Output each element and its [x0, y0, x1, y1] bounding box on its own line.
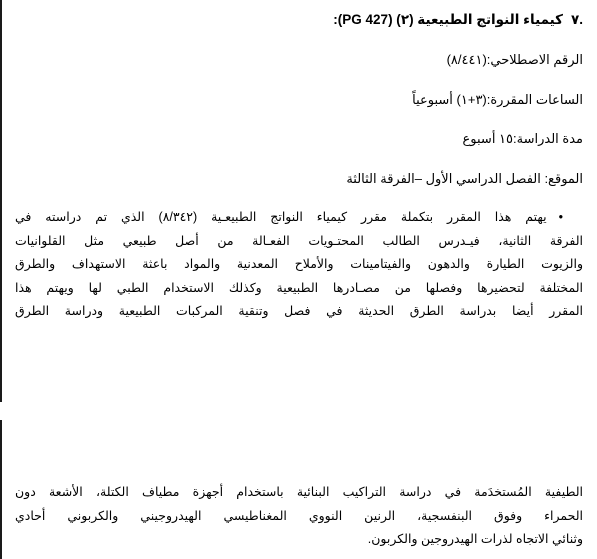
page-gap [0, 402, 597, 420]
paragraph-line: المختلفة لتحضيرها وفصلها من مصـادرها الطبيعية وكذلك الاستخدام الطبي لها ويهتم هذا [15, 280, 583, 295]
paragraph-line: والزيوت الطيارة والدهون والفيتامينات والأملاح المعدنية والمواد باعثة الاستهداف والطرق [15, 257, 583, 271]
section-title: كيمياء النواتج الطبيعية (٢) (PG 427): [333, 12, 563, 27]
course-location: الموقع: الفصل الدراسي الأول –الفرقة الثالثة [346, 171, 583, 186]
course-duration: مدة الدراسة:١٥ أسبوع [462, 131, 583, 146]
paragraph-line-text: يهتم هذا المقرر بتكملة مقرر كيمياء النواتج الطبيعـية (٨/٣٤٢) الذي تم دراسته في [15, 210, 547, 224]
course-description-bottom [15, 481, 583, 552]
course-description-top [15, 206, 583, 324]
paragraph-line: الحمراء وفوق البنفسجية، الرنين النووي المغناطيسي الهيدروجيني والكربوني أحادي [15, 508, 583, 523]
paragraph-line: الفرقة الثانية، فيـدرس الطالب المحتـويات الفعـالة من أصل طبيعي مثل القلوانيات [15, 233, 583, 248]
course-hours: الساعات المقررة:(٣+١) أسبوعياً [412, 92, 583, 107]
paragraph-line: الطيفية المُستخدَمة في دراسة التراكيب البنائية باستخدام أجهزة مطياف الكتلة، الأشعة دون [15, 485, 583, 499]
section-number: .٧ [570, 12, 583, 27]
page-edge-bottom [0, 420, 2, 559]
page-edge-top [0, 0, 2, 402]
course-code: الرقم الاصطلاحي:(٨/٤٤١) [446, 52, 583, 67]
paragraph-line [15, 206, 583, 230]
paragraph-line: وثنائي الاتجاه لذرات الهيدروجين والكربون. [367, 532, 583, 546]
paragraph-line: المقرر أيضا بدراسة الطرق الحديثة في فصل وتنقية المركبات الطبيعية ودراسة الطرق [15, 304, 583, 318]
bullet-icon: • [558, 210, 563, 224]
